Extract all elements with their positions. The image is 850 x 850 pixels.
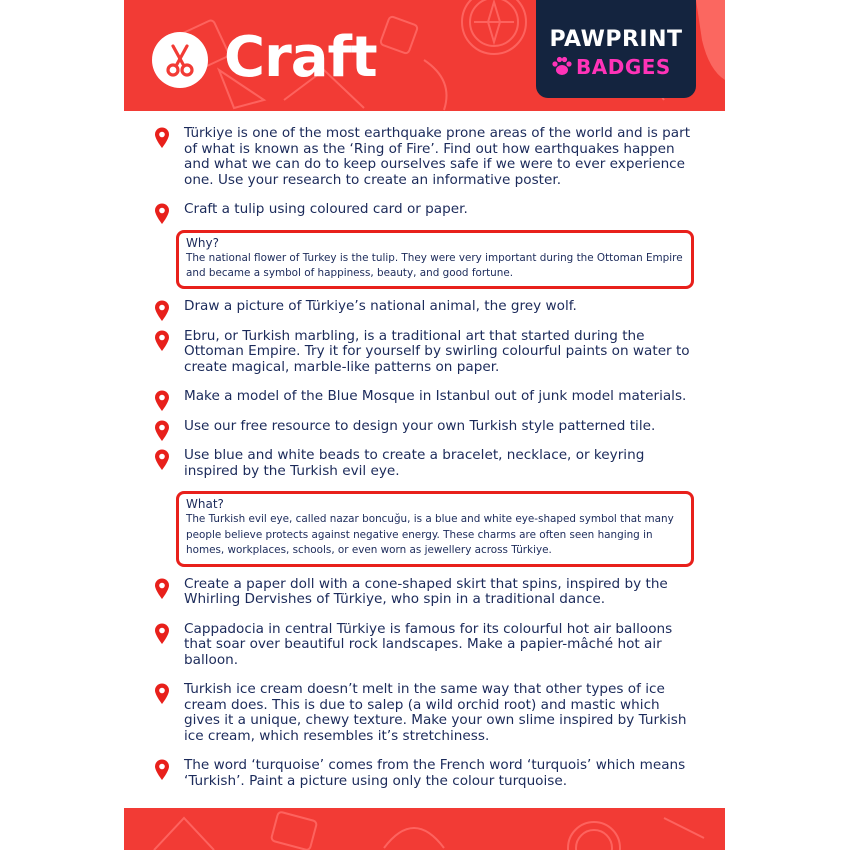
brand-name: PAWPRINT [549,27,683,52]
list-item [154,758,694,789]
list-item [154,419,694,435]
info-box-what [176,491,694,566]
activity-text: Cappadocia in central Türkiye is famous for its colourful hot air balloons that soar over beautiful rock landscapes. Make a papier-mâché hot air balloon. [184,620,673,668]
list-item [154,126,694,188]
craft-logo [152,32,208,88]
scissors-icon [152,32,208,88]
location-pin-icon [154,420,170,442]
list-item [154,299,694,315]
paw-icon [550,55,574,77]
list-item [154,448,694,479]
location-pin-icon [154,390,170,412]
info-box-body: The Turkish evil eye, called nazar boncuğu, is a blue and white eye-shaped symbol that many people believe protects against negative energy. These charms are often seen hanging in homes, workplaces, schools, or even worn as jewellery across Türkiye. [186,513,674,557]
location-pin-icon [154,330,170,352]
list-item [154,389,694,405]
info-box-why [176,230,694,290]
location-pin-icon [154,300,170,322]
activity-text: Türkiye is one of the most earthquake prone areas of the world and is part of what is known as the ‘Ring of Fire’. Find out how earthquakes happen and what we can do to keep ourselves safe if we were to ever experience one. Use your research to create an informative poster. [184,125,691,188]
list-item [154,577,694,608]
activity-text: Create a paper doll with a cone-shaped skirt that spins, inspired by the Whirling Dervishes of Türkiye, who spin in a traditional dance. [184,575,668,608]
activity-text: Craft a tulip using coloured card or paper. [184,201,468,217]
activity-text: Turkish ice cream doesn’t melt in the same way that other types of ice cream does. This is due to salep (a wild orchid root) and mastic which gives it a unique, chewy texture. Make your own slime inspired by Turkish ice cream, which resembles it’s stretchiness. [184,681,687,744]
activity-text: Ebru, or Turkish marbling, is a traditional art that started during the Ottoman Empire. Try it for yourself by swirling colourful paints on water to create magical, marble-like patterns on paper. [184,327,690,375]
info-box-heading: What? [186,497,224,512]
location-pin-icon [154,759,170,781]
location-pin-icon [154,623,170,645]
activity-text: The word ‘turquoise’ comes from the French word ‘turquois’ which means ‘Turkish’. Paint a picture using only the colour turquoise. [184,757,686,789]
list-item [154,682,694,744]
location-pin-icon [154,203,170,225]
list-item [154,202,694,218]
footer-banner [124,808,725,850]
info-box-heading: Why? [186,235,219,250]
location-pin-icon [154,449,170,471]
brand-subtitle: BADGES [576,55,671,79]
pawprint-badges-logo [536,0,696,98]
activity-text: Use blue and white beads to create a bracelet, necklace, or keyring inspired by the Turkish evil eye. [184,447,645,479]
location-pin-icon [154,127,170,149]
activity-text: Make a model of the Blue Mosque in Istanbul out of junk model materials. [184,388,687,405]
info-box-body: The national flower of Turkey is the tulip. They were very important during the Ottoman Empire and became a symbol of happiness, beauty, and good fortune. [186,251,683,279]
list-item [154,622,694,669]
location-pin-icon [154,578,170,600]
activity-text: Draw a picture of Türkiye’s national animal, the grey wolf. [184,298,577,315]
activity-text: Use our free resource to design your own Turkish style patterned tile. [184,417,656,434]
activity-list [154,126,694,803]
header-banner [124,0,725,111]
list-item [154,329,694,376]
page-title: Craft [224,25,377,90]
location-pin-icon [154,683,170,705]
craft-page [124,0,725,850]
footer-doodles [124,808,725,850]
